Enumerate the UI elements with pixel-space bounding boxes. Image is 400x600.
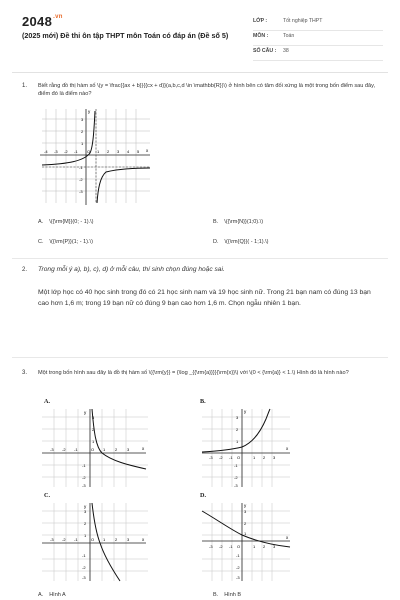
graph-tick-label: -3 bbox=[209, 544, 213, 549]
graph-tick-label: y bbox=[244, 503, 247, 508]
page-header bbox=[0, 0, 400, 70]
q2-instruction: Trong mỗi ý a), b), c), d) ở mỗi câu, thí sinh chọn đúng hoặc sai. bbox=[38, 266, 225, 273]
option-label: C. bbox=[38, 239, 44, 245]
graph-tick-label: 3 bbox=[127, 447, 130, 452]
graph-tick-label: -1 bbox=[229, 455, 233, 460]
q3-figure-c-label: C. bbox=[44, 492, 51, 499]
graph-tick-label: -2 bbox=[219, 544, 223, 549]
graph-tick-label: -1 bbox=[229, 544, 233, 549]
exam-title: (2025 mới) Đề thi ôn tập THPT môn Toán có đáp án (Đề số 5) bbox=[22, 31, 229, 40]
question-divider bbox=[12, 357, 388, 358]
option-label: B. bbox=[213, 592, 219, 598]
graph-tick-label: 1 bbox=[236, 439, 239, 444]
graph-tick-label: 1 bbox=[253, 544, 256, 549]
graph-tick-label: 1 bbox=[103, 537, 106, 542]
q1-xtick: 1 bbox=[97, 149, 100, 154]
option-text: Hình A bbox=[49, 592, 66, 598]
q1-ytick: -2 bbox=[79, 177, 83, 182]
site-logo[interactable] bbox=[22, 14, 63, 29]
graph-tick-label: 2 bbox=[92, 427, 95, 432]
graph-tick-label: 3 bbox=[244, 509, 247, 514]
q1-option-c[interactable] bbox=[38, 239, 93, 245]
graph-tick-label: 3 bbox=[236, 415, 239, 420]
q1-ytick: -3 bbox=[79, 189, 83, 194]
graph-tick-label: 3 bbox=[127, 537, 130, 542]
graph-tick-label: 2 bbox=[244, 521, 247, 526]
graph-tick-label: 2 bbox=[263, 455, 266, 460]
q3-figure-a-curve bbox=[92, 409, 146, 469]
graph-tick-label: 2 bbox=[84, 521, 87, 526]
graph-tick-label: 3 bbox=[273, 455, 276, 460]
q1-xtick: -2 bbox=[64, 149, 68, 154]
q1-option-a[interactable] bbox=[38, 219, 94, 225]
graph-tick-label: -2 bbox=[62, 447, 66, 452]
meta-value: Toán bbox=[283, 33, 295, 39]
option-text: \({\rm{P}}(1; - 1).\) bbox=[49, 239, 93, 245]
graph-tick-label: -2 bbox=[234, 475, 238, 480]
q1-ytick: 1 bbox=[81, 141, 84, 146]
graph-tick-label: 1 bbox=[84, 533, 87, 538]
option-text: \({\rm{N}}(1;0).\) bbox=[224, 219, 264, 225]
graph-tick-label: x bbox=[142, 446, 145, 451]
q2-number: 2. bbox=[22, 267, 28, 273]
graph-tick-label: -3 bbox=[82, 575, 86, 580]
q1-origin: O bbox=[87, 149, 91, 154]
graph-tick-label: O bbox=[237, 544, 241, 549]
q1-xtick: 2 bbox=[107, 149, 110, 154]
graph-tick-label: -2 bbox=[62, 537, 66, 542]
q3-figure-d[interactable] bbox=[200, 501, 292, 583]
q1-option-b[interactable] bbox=[213, 219, 263, 225]
q3-option-a[interactable] bbox=[38, 592, 66, 598]
graph-tick-label: -2 bbox=[82, 565, 86, 570]
graph-tick-label: O bbox=[237, 455, 241, 460]
q1-xtick: -1 bbox=[74, 149, 78, 154]
graph-tick-label: -1 bbox=[74, 537, 78, 542]
q1-number: 1. bbox=[22, 83, 28, 89]
graph-tick-label: 3 bbox=[84, 509, 87, 514]
q3-text: Một trong bốn hình sau đây là đồ thị hàm số \({\rm{y}} = {\log _{{\rm{a}}}}{\rm{x}}\) với \(0 < {\rm{a}} < 1.\) Hình đó là hình nào? bbox=[38, 370, 349, 376]
q1-ytick: 3 bbox=[81, 117, 84, 122]
exam-meta bbox=[253, 16, 383, 61]
q3-option-b[interactable] bbox=[213, 592, 241, 598]
logo-text: 2048 bbox=[22, 14, 53, 29]
graph-tick-label: 2 bbox=[115, 447, 118, 452]
graph-tick-label: x bbox=[142, 537, 145, 542]
q3-figure-b[interactable] bbox=[200, 407, 292, 489]
question-divider bbox=[12, 258, 388, 259]
option-label: B. bbox=[213, 219, 219, 225]
logo-suffix: .vn bbox=[53, 14, 63, 20]
meta-value: 38 bbox=[283, 48, 289, 54]
graph-tick-label: -2 bbox=[236, 565, 240, 570]
q3-figure-d-curve bbox=[202, 511, 290, 547]
q3-number: 3. bbox=[22, 370, 28, 376]
graph-tick-label: -1 bbox=[236, 553, 240, 558]
graph-tick-label: -3 bbox=[236, 575, 240, 580]
graph-tick-label: 2 bbox=[236, 427, 239, 432]
graph-tick-label: 1 bbox=[244, 531, 247, 536]
graph-tick-label: 1 bbox=[103, 447, 106, 452]
graph-tick-label: O bbox=[91, 537, 95, 542]
q2-paragraph: Một lớp học có 40 học sinh trong đó có 21 học sinh nam và 19 học sinh nữ. Trong 21 bạn nam có đúng 13 bạn cao hơn 1,6 m; trong 19 bạn nữ có đúng 9 bạn cao hơn 1,6 m. Chọn ngẫu nhiên 1 bạn. bbox=[38, 289, 371, 307]
graph-tick-label: -1 bbox=[82, 553, 86, 558]
q3-figure-c[interactable] bbox=[40, 501, 150, 583]
graph-tick-label: -3 bbox=[234, 483, 238, 488]
graph-tick-label: -2 bbox=[82, 475, 86, 480]
option-label: A. bbox=[38, 219, 44, 225]
q1-xtick: -4 bbox=[44, 149, 48, 154]
q1-option-d[interactable] bbox=[213, 239, 269, 245]
meta-row-class bbox=[253, 16, 383, 31]
graph-tick-label: -1 bbox=[82, 463, 86, 468]
option-label: A. bbox=[38, 592, 44, 598]
graph-tick-label: 2 bbox=[263, 544, 266, 549]
graph-tick-label: 2 bbox=[115, 537, 118, 542]
q1-graph bbox=[38, 107, 154, 207]
q3-figure-a-label: A. bbox=[44, 398, 51, 405]
q3-figure-b-label: B. bbox=[200, 398, 206, 405]
q1-curve-right bbox=[97, 168, 150, 203]
graph-tick-label: x bbox=[286, 535, 289, 540]
meta-row-count bbox=[253, 46, 383, 61]
q3-figure-d-label: D. bbox=[200, 492, 207, 499]
q3-figure-a[interactable] bbox=[40, 407, 150, 489]
q1-xtick: 4 bbox=[127, 149, 130, 154]
graph-tick-label: -1 bbox=[74, 447, 78, 452]
header-divider bbox=[12, 72, 388, 73]
graph-tick-label: 1 bbox=[253, 455, 256, 460]
graph-tick-label: y bbox=[84, 410, 87, 415]
graph-tick-label: 3 bbox=[92, 415, 95, 420]
meta-row-subject bbox=[253, 31, 383, 46]
meta-value: Tốt nghiệp THPT bbox=[283, 18, 323, 24]
q1-text: Biết rằng đồ thị hàm số \(y = \frac{{ax + b}}{{cx + d}}(a,b,c,d \in \mathbb{R})\) ở hình bên có tâm đối xứng là một trong bốn điểm sau đây, điểm đó là điểm nào? bbox=[38, 83, 376, 97]
option-text: \({\rm{M}}(0; - 1).\) bbox=[49, 219, 94, 225]
graph-tick-label: x bbox=[286, 446, 289, 451]
q1-xtick: -3 bbox=[54, 149, 58, 154]
q1-y-label: y bbox=[88, 109, 91, 114]
meta-key: LỚP : bbox=[253, 18, 268, 24]
q1-xtick: 5 bbox=[137, 149, 140, 154]
graph-tick-label: O bbox=[91, 447, 95, 452]
option-text: Hình B bbox=[224, 592, 242, 598]
meta-key: MÔN : bbox=[253, 33, 269, 39]
graph-tick-label: y bbox=[244, 409, 247, 414]
graph-tick-label: -2 bbox=[219, 455, 223, 460]
graph-tick-label: -3 bbox=[50, 537, 54, 542]
meta-key: SỐ CÂU : bbox=[253, 48, 277, 54]
graph-tick-label: 3 bbox=[273, 544, 276, 549]
graph-tick-label: -3 bbox=[209, 455, 213, 460]
q3-figure-c-curve bbox=[92, 503, 120, 581]
graph-tick-label: -1 bbox=[234, 463, 238, 468]
q1-ytick: -1 bbox=[79, 165, 83, 170]
graph-tick-label: -3 bbox=[50, 447, 54, 452]
q1-ytick: 2 bbox=[81, 129, 84, 134]
option-text: \({\rm{Q}}( - 1;1).\) bbox=[224, 239, 269, 245]
q1-x-label: x bbox=[146, 148, 149, 153]
graph-tick-label: -3 bbox=[82, 483, 86, 488]
option-label: D. bbox=[213, 239, 219, 245]
graph-tick-label: y bbox=[84, 504, 87, 509]
q1-xtick: 3 bbox=[117, 149, 120, 154]
graph-tick-label: 1 bbox=[92, 439, 95, 444]
